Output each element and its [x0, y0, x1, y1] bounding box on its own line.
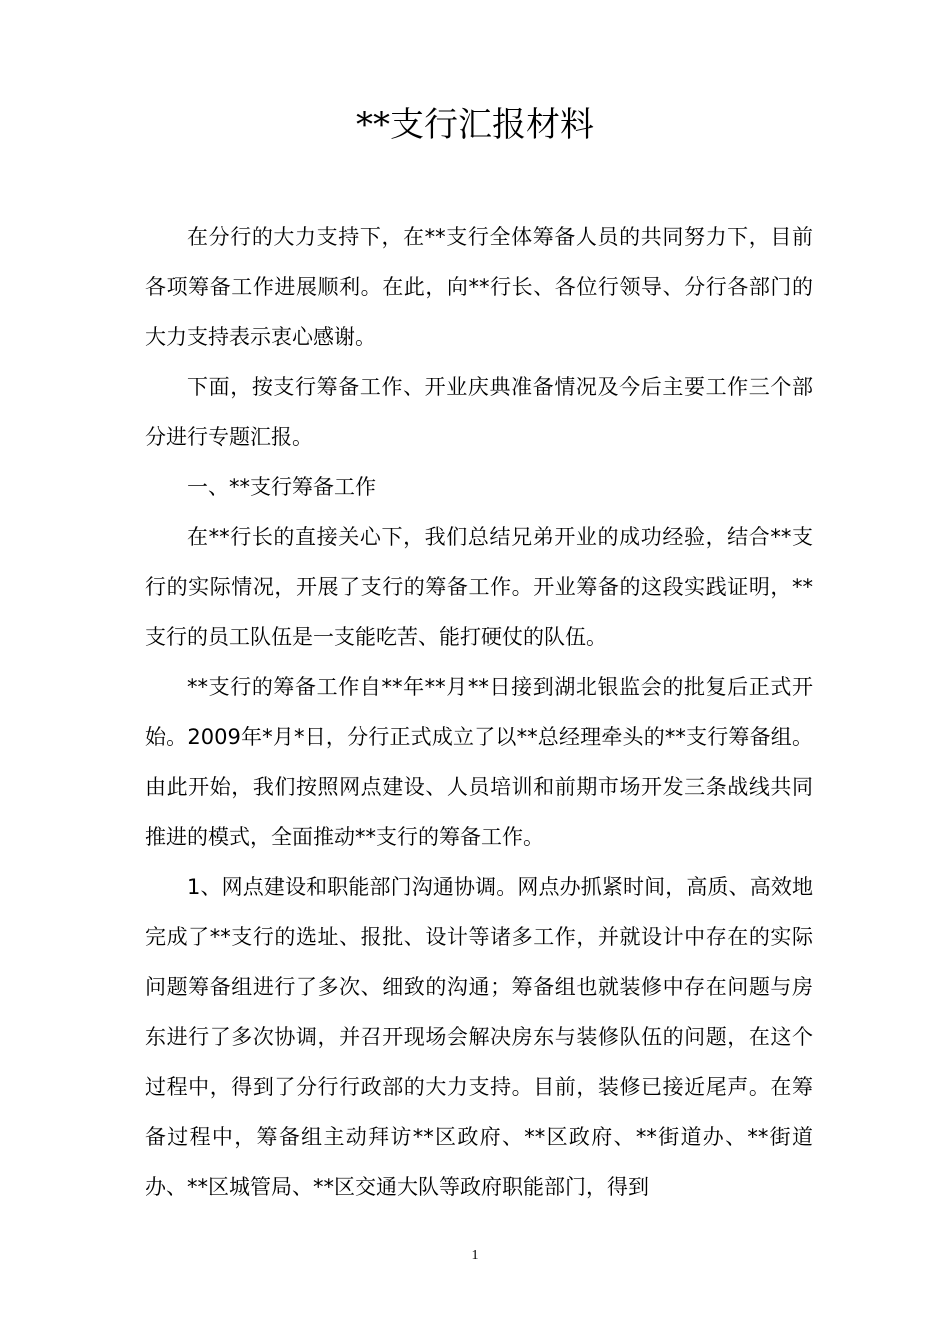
paragraph-section1-overview: 在**行长的直接关心下，我们总结兄弟开业的成功经验，结合**支行的实际情况，开展了支行的筹备工作。开业筹备的这段实践证明，**支行的员工队伍是一支能吃苦、能打硬仗的队伍。: [145, 525, 813, 649]
document-body: [145, 212, 813, 1212]
document-title: **支行汇报材料: [356, 105, 594, 145]
paragraph-intro: 在分行的大力支持下，在**支行全体筹备人员的共同努力下，目前各项筹备工作进展顺利。在此，向**行长、各位行领导、分行各部门的大力支持表示衷心感谢。: [145, 225, 813, 349]
paragraph-section1-timeline: **支行的筹备工作自**年**月**日接到湖北银监会的批复后正式开始。2009年*月*日，分行正式成立了以**总经理牵头的**支行筹备组。由此开始，我们按照网点建设、人员培训和前期市场开发三条战线共同推进的模式，全面推动**支行的筹备工作。: [145, 675, 813, 849]
page-number: 1: [471, 1248, 479, 1263]
section-heading-1: 一、**支行筹备工作: [187, 475, 376, 499]
paragraph-outline: 下面，按支行筹备工作、开业庆典准备情况及今后主要工作三个部分进行专题汇报。: [145, 375, 813, 449]
paragraph-item-1: 1、网点建设和职能部门沟通协调。网点办抓紧时间，高质、高效地完成了**支行的选址、报批、设计等诸多工作，并就设计中存在的实际问题筹备组进行了多次、细致的沟通；筹备组也就装修中存在问题与房东进行了多次协调，并召开现场会解决房东与装修队伍的问题，在这个过程中，得到了分行行政部的大力支持。目前，装修已接近尾声。在筹备过程中，筹备组主动拜访**区政府、**区政府、**街道办、**街道办、**区城管局、**区交通大队等政府职能部门，得到: [145, 875, 813, 1199]
